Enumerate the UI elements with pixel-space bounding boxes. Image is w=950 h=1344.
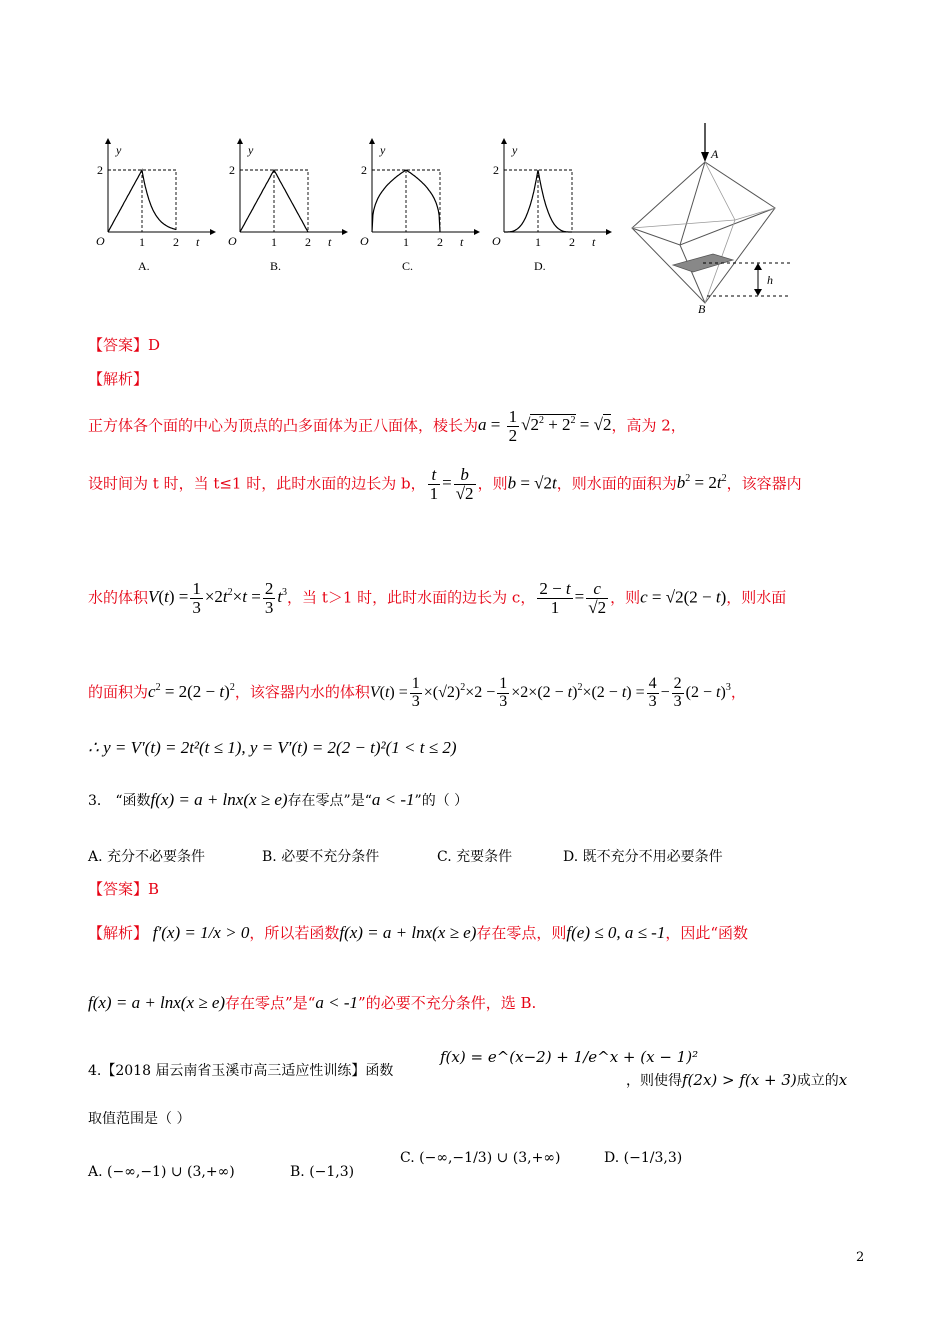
q2-line1-text: 正方体各个面的中心为顶点的凸多面体为正八面体，棱长为 (88, 416, 479, 435)
graph-y-tick: 2 (493, 163, 499, 177)
graph-x-tick: 1 (139, 235, 145, 249)
q3-stem-cond: a < -1 (371, 790, 415, 809)
q4-option-c-value: (−∞,−1/3) ∪ (3,+∞) (419, 1150, 561, 1166)
q4-stem-tail (626, 1070, 847, 1090)
q4-option-b-label: B. (290, 1164, 305, 1180)
q3-answer-tag: 【答案】 (88, 880, 149, 898)
q3-stem-func: f(x) = a + lnx(x ≥ e) (150, 790, 288, 809)
q3-option-b: B. 必要不充分条件 (262, 849, 380, 865)
q4-stem-mid: ，则使得 (626, 1073, 682, 1089)
q3-analysis-text-4: 存在零点，则 (476, 924, 567, 942)
q3-stem-prefix: 3． “函数 (88, 793, 151, 809)
q2-answer-tag: 【答案】 (88, 336, 149, 354)
q3-stem (88, 790, 468, 810)
q4-stem (88, 1060, 393, 1080)
q3-analysis-text-10: ”的必要不充分条件，选 B. (358, 994, 537, 1012)
q4-option-b-value: (−1,3) (309, 1164, 355, 1180)
q3-option-c: C. 充要条件 (437, 849, 513, 865)
q3-option-a: A. 充分不必要条件 (88, 849, 206, 865)
q3-analysis-line-1 (88, 922, 748, 943)
q4-stem-line-2: 取值范围是（ ） (88, 1111, 191, 1127)
q3-stem-end: ”的（ ） (414, 793, 469, 809)
q2-line-2 (88, 466, 802, 503)
q2-line3-volume: V(t) = $\frac{1}{3}$ $\times 2t^2\times t$ = $\frac{2}{3}$ $t^3$ (148, 579, 288, 617)
q2-line2-mid: ，则 (477, 474, 508, 493)
q2-line3-mid: ，当 t＞1 时，此时水面的边长为 c， (287, 588, 536, 607)
q3-analysis-func: f(x) = a + lnx(x ≥ e) (339, 923, 477, 942)
q3-analysis-text-8: 存在零点”是“ (225, 994, 316, 1012)
q2-line-5: ∴ y = V′(t) = 2t²(t ≤ 1), y = V′(t) = 2(2 − t)²(1 < t ≤ 2) (88, 738, 457, 757)
q3-stem-mid: 存在零点”是“ (287, 793, 372, 809)
q2-line1-end: ，高为 2， (611, 416, 686, 435)
q4-stem-prefix: 4.【2018 届云南省玉溪市高三适应性训练】函数 (88, 1063, 394, 1079)
q3-answer-line (88, 878, 159, 899)
q3-analysis-text-6: ，因此“函数 (665, 924, 748, 942)
q2-line-4 (88, 676, 746, 711)
graph-x-tick: 1 (271, 235, 277, 249)
q4-stem-var: x (838, 1071, 848, 1089)
graph-d (492, 138, 612, 273)
q3-option-d: D. 既不充分不用必要条件 (563, 849, 723, 865)
graph-a (96, 138, 216, 273)
q2-line2-ratio: $\frac{t}{1}$ = $\frac{b}{√2}$ (429, 465, 474, 503)
graph-x-tick: 2 (173, 235, 179, 249)
graph-x-axis-label: t (196, 235, 200, 249)
q4-stem-func: f(x) = e^(x−2) + 1/e^x + (x − 1)² (440, 1048, 699, 1066)
q4-option-b (290, 1164, 354, 1180)
q2-line4-mid: ，该容器内水的体积 (234, 682, 370, 701)
q3-analysis-cond-2: a < -1 (315, 993, 359, 1012)
q3-analysis-text-2: ，所以若函数 (249, 924, 340, 942)
graph-origin-label: O (360, 234, 369, 248)
q2-line2-area: $b^2 = 2t^2$ (676, 473, 727, 493)
graph-x-tick: 1 (403, 235, 409, 249)
graph-y-axis-label: y (380, 143, 386, 157)
graph-origin-label: O (96, 234, 105, 248)
octahedron-bottom-label: B (698, 302, 706, 316)
q2-line3-end: ，则水面 (726, 588, 787, 607)
graph-choice-label: A. (138, 259, 150, 273)
graphs-figure (90, 130, 630, 290)
graph-x-axis-label: t (460, 235, 464, 249)
q2-line2-end: ，该容器内 (726, 474, 802, 493)
octahedron-height-label: h (767, 273, 773, 287)
graph-y-axis-label: y (248, 143, 254, 157)
graph-y-tick: 2 (229, 163, 235, 177)
page-number: 2 (856, 1250, 865, 1265)
q4-option-a (88, 1164, 235, 1180)
octahedron-figure (625, 120, 805, 320)
q3-analysis-derivative: f′(x) = 1/x > 0 (152, 923, 250, 942)
graph-y-axis-label: y (116, 143, 122, 157)
q2-line3-c: c = √2(2 − t) (640, 587, 727, 607)
q2-analysis-tag: 【解析】 (88, 370, 149, 388)
q2-line3-ratio: $\frac{2 - t}{1}$ = $\frac{c}{√2}$ (539, 579, 607, 617)
q3-answer-value: B (148, 880, 160, 898)
graph-x-tick: 1 (535, 235, 541, 249)
graph-choice-label: D. (534, 259, 546, 273)
q3-analysis-func-2: f(x) = a + lnx(x ≥ e) (88, 993, 226, 1012)
graph-x-tick: 2 (305, 235, 311, 249)
graph-b (228, 138, 348, 273)
q4-stem-ineq: f(2x) > f(x + 3) (682, 1071, 797, 1089)
q2-line-1 (88, 408, 686, 445)
octahedron-top-label: A (711, 147, 719, 161)
q3-analysis-cond: f(e) ≤ 0, a ≤ -1 (566, 923, 666, 942)
q2-line4-volume: V(t) = $\frac{1}{3}$ $\times(√2)^2\times 2$ − $\frac{1}{3}$ $\times 2\times(2 - t)^2\times(2 - t)$ = $\frac{4}{3}$ − $\frac{2}{3}$ $(2 - t)^3$ (369, 675, 731, 710)
q4-option-a-label: A. (88, 1164, 103, 1180)
q4-option-c-label: C. (400, 1150, 415, 1166)
graph-y-tick: 2 (97, 163, 103, 177)
q2-line1-math: a = $\frac{1}{2}$ $√2^2 + 2^2 = √2$ (478, 407, 612, 445)
graph-x-axis-label: t (328, 235, 332, 249)
q4-option-d-label: D. (604, 1150, 620, 1166)
q2-answer-line (88, 334, 160, 355)
graph-c (360, 138, 480, 273)
graph-x-tick: 2 (437, 235, 443, 249)
q4-option-a-value: (−∞,−1) ∪ (3,+∞) (107, 1164, 235, 1180)
q2-line4-area: $c^2 = 2(2 - t)^2$ (148, 681, 235, 701)
graph-choice-label: B. (270, 259, 282, 273)
graph-x-axis-label: t (592, 235, 596, 249)
q2-line2-text: 设时间为 t 时，当 t≤1 时，此时水面的边长为 b， (88, 474, 426, 493)
q2-line2-mid2: ，则水面的面积为 (556, 474, 677, 493)
graph-origin-label: O (228, 234, 237, 248)
q4-option-d-value: (−1/3,3) (623, 1150, 683, 1166)
q2-line3-mid2: ，则 (610, 588, 641, 607)
q2-line-3 (88, 580, 786, 617)
q3-analysis-line-2 (88, 992, 536, 1013)
graph-y-tick: 2 (361, 163, 367, 177)
q4-stem-end: 成立的 (796, 1073, 839, 1089)
graph-choice-label: C. (402, 259, 414, 273)
graph-y-axis-label: y (512, 143, 518, 157)
q2-line4-text: 的面积为 (88, 682, 149, 701)
q4-option-c (400, 1150, 560, 1166)
q4-option-d (604, 1150, 682, 1166)
q3-analysis-tag: 【解析】 (88, 924, 149, 942)
q2-line3-text: 水的体积 (88, 588, 149, 607)
q2-line2-b: b = √2t (507, 473, 557, 493)
q2-answer-value: D (148, 336, 161, 354)
graph-x-tick: 2 (569, 235, 575, 249)
graph-origin-label: O (492, 234, 501, 248)
q2-line4-end: ， (730, 682, 746, 701)
